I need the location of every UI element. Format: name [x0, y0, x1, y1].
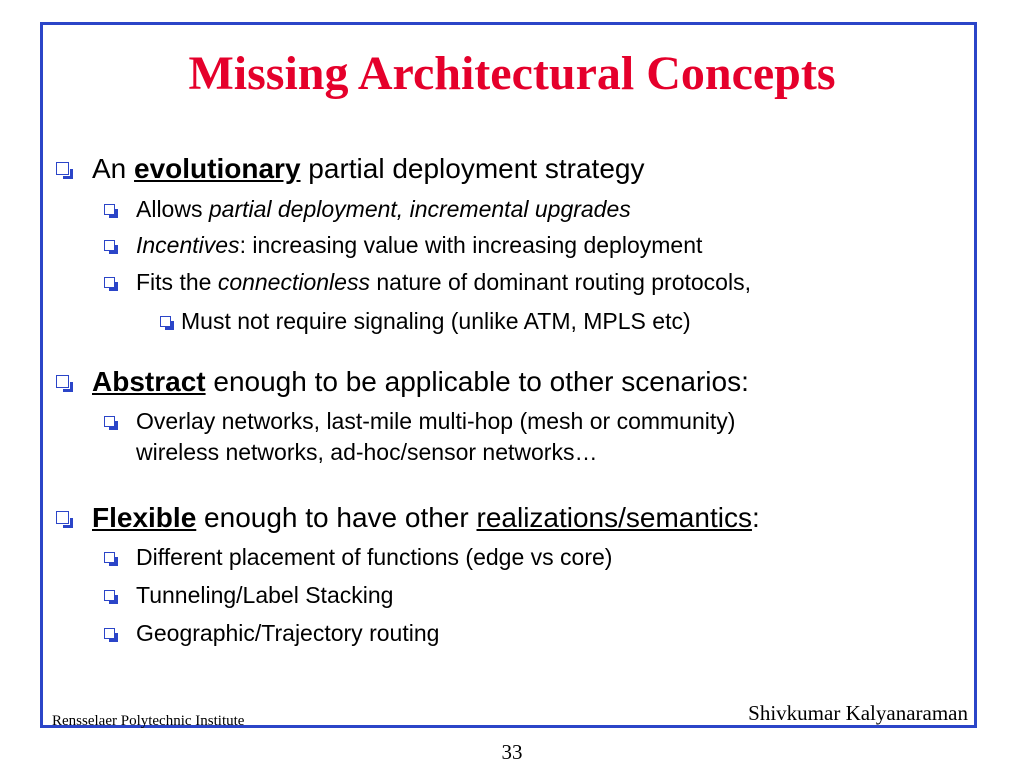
- bullet-icon: [104, 590, 115, 601]
- bullet-icon: [104, 277, 115, 288]
- footer-institute: Rensselaer Polytechnic Institute: [52, 713, 245, 729]
- emphasis-abstract: Abstract: [92, 366, 206, 397]
- bullet-3-3: Geographic/Trajectory routing: [136, 620, 440, 646]
- bullet-2-1-line2: wireless networks, ad-hoc/sensor networks…: [136, 439, 598, 465]
- slide-title: Missing Architectural Concepts: [188, 47, 836, 100]
- bullet-icon: [104, 240, 115, 251]
- footer-author: Shivkumar Kalyanaraman: [748, 701, 968, 725]
- bullet-icon: [104, 552, 115, 563]
- bullet-icon: [104, 628, 115, 639]
- bullet-1-2: Incentives: increasing value with increasing deployment: [136, 232, 703, 258]
- bullet-1-1: Allows partial deployment, incremental upgrades: [136, 196, 631, 222]
- bullet-2-1-line1: Overlay networks, last-mile multi-hop (mesh or community): [136, 408, 736, 434]
- bullet-3-1: Different placement of functions (edge vs core): [136, 544, 613, 570]
- bullet-1-3-1: Must not require signaling (unlike ATM, MPLS etc): [181, 308, 691, 334]
- bullet-icon: [160, 316, 171, 327]
- emphasis-flexible: Flexible: [92, 502, 197, 533]
- bullet-icon: [56, 162, 69, 175]
- bullet-3-2: Tunneling/Label Stacking: [136, 582, 394, 608]
- bullet-icon: [104, 416, 115, 427]
- page-number: 33: [501, 740, 523, 764]
- emphasis-evolutionary: evolutionary: [134, 153, 301, 184]
- emphasis-realizations: realizations/semantics: [476, 502, 752, 533]
- bullet-1: An evolutionary partial deployment strategy: [92, 153, 645, 184]
- bullet-3: Flexible enough to have other realizations/semantics:: [92, 502, 760, 533]
- bullet-icon: [104, 204, 115, 215]
- bullet-icon: [56, 511, 69, 524]
- bullet-1-3: Fits the connectionless nature of dominant routing protocols,: [136, 269, 751, 295]
- bullet-2: Abstract enough to be applicable to other scenarios:: [92, 366, 749, 397]
- bullet-icon: [56, 375, 69, 388]
